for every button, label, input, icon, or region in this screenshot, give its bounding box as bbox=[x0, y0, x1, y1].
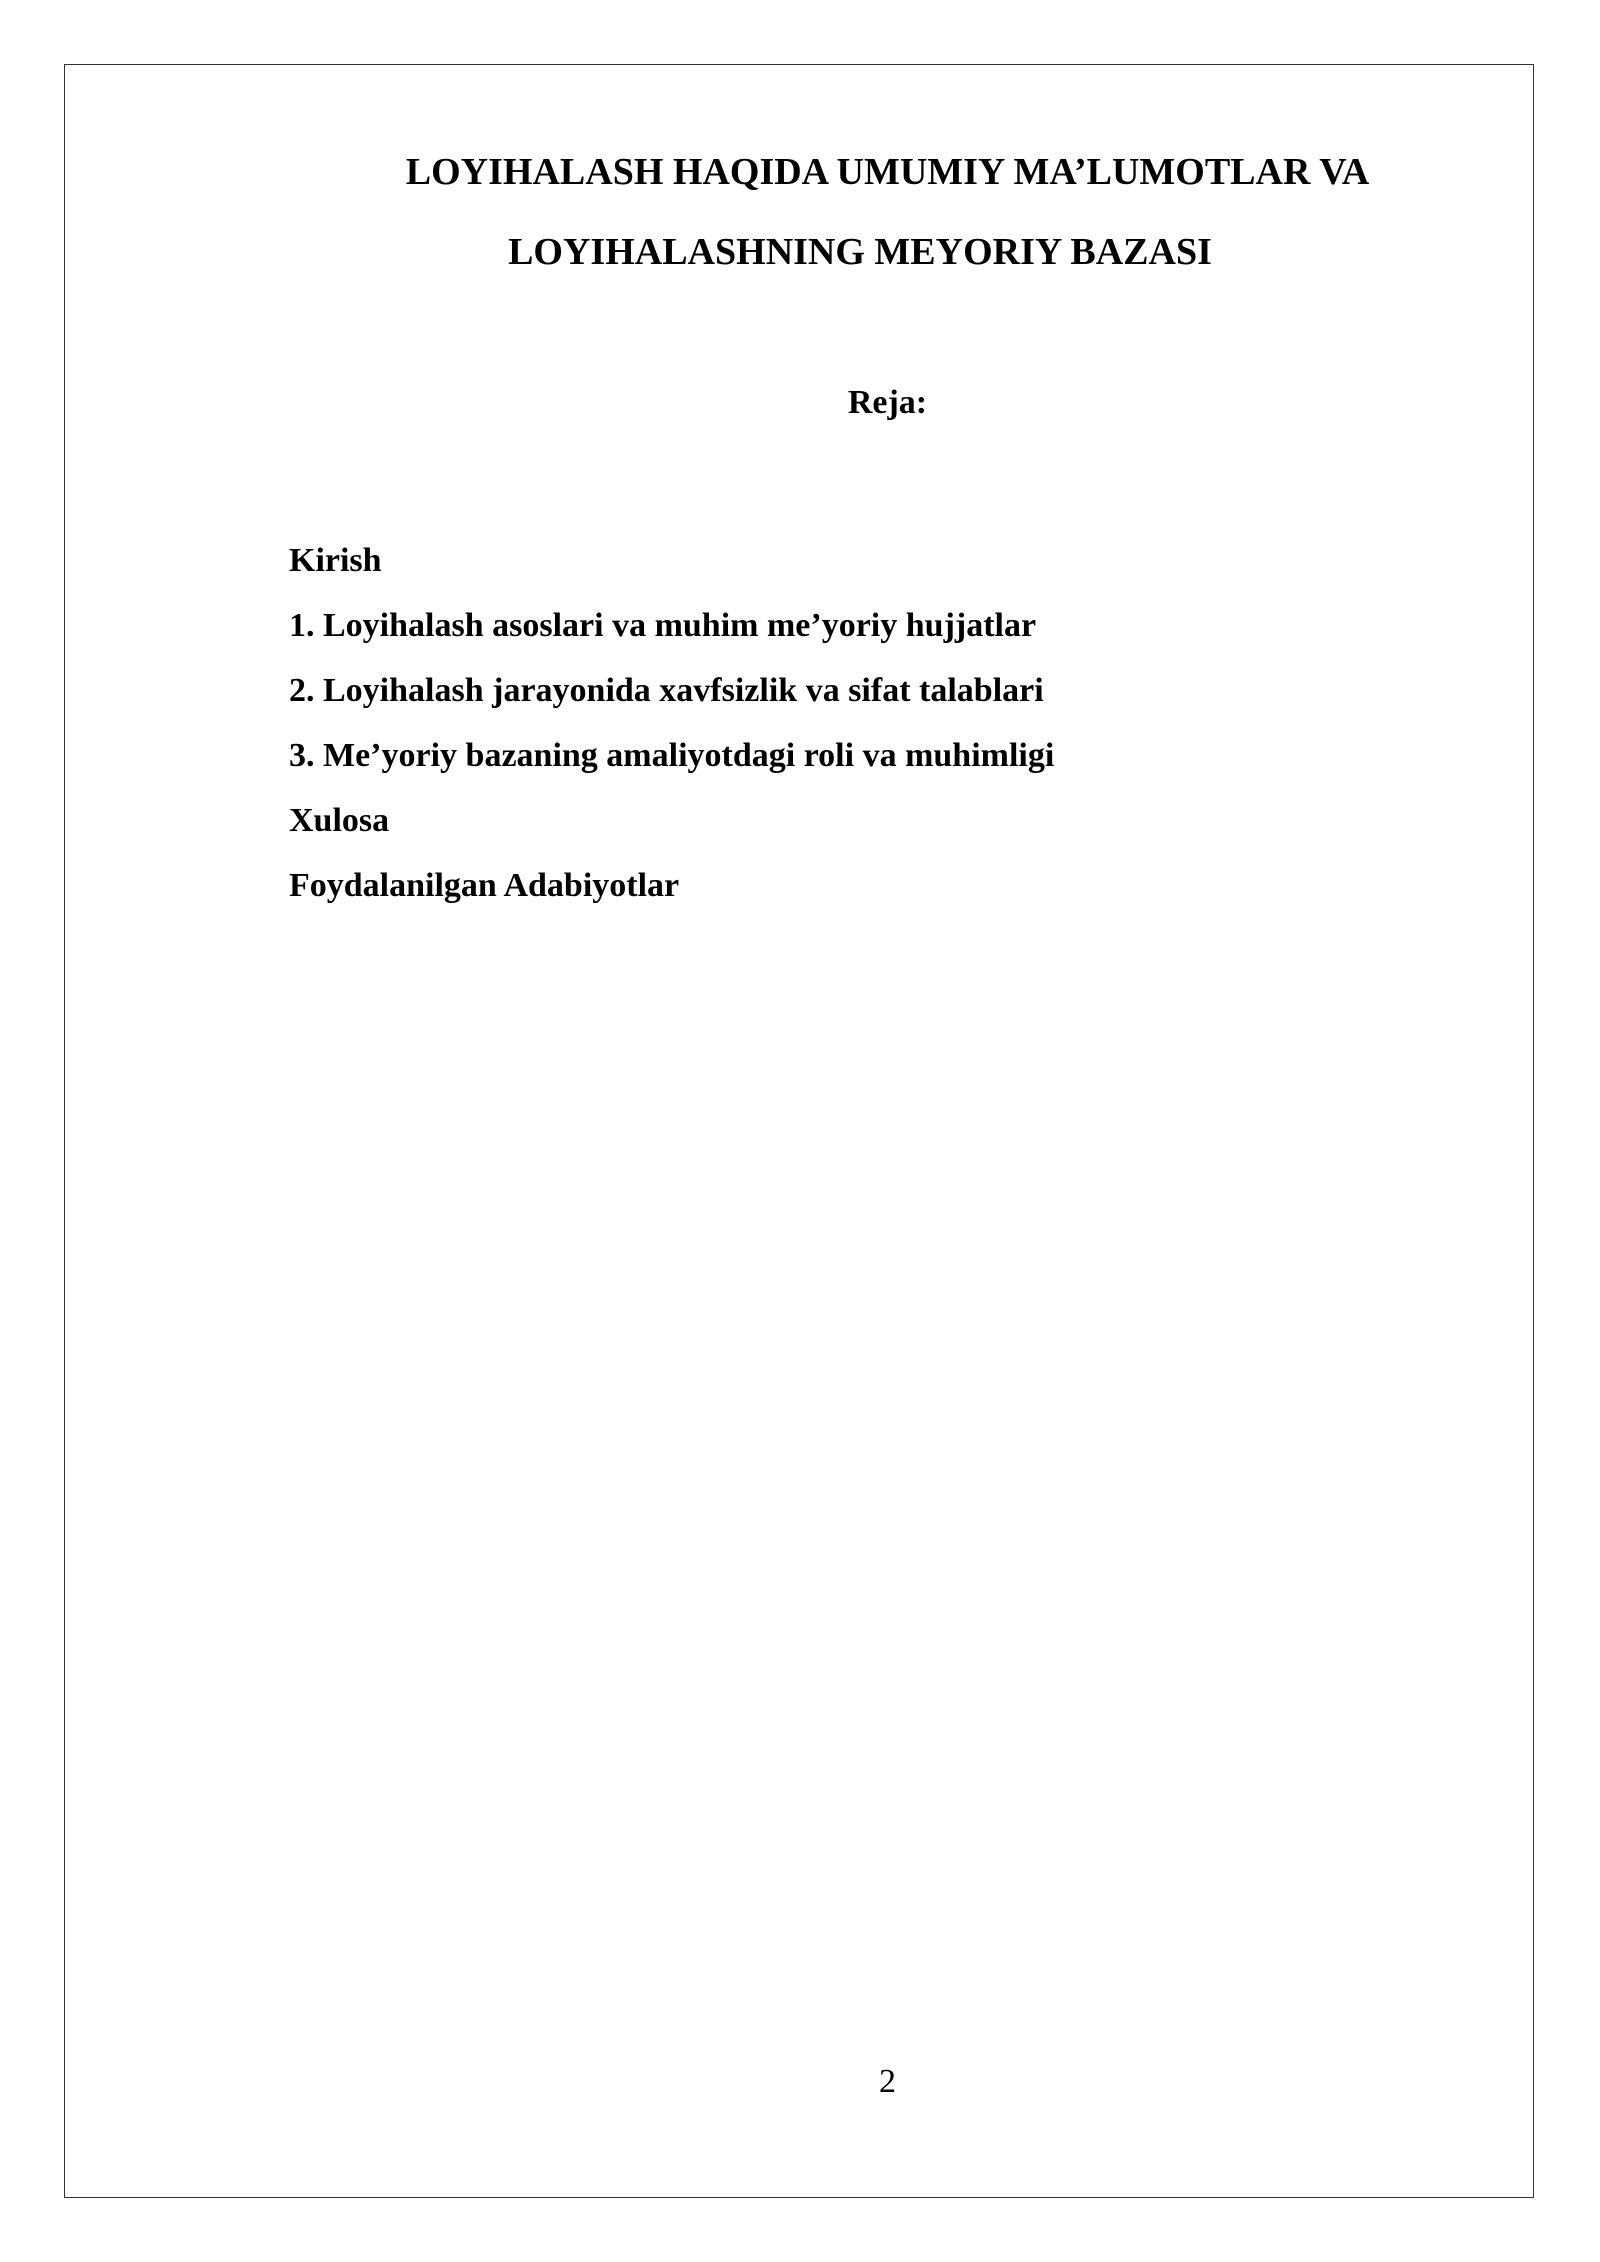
plan-item-section-3: 3. Me’yoriy bazaning amaliyotdagi roli va muhimligi bbox=[289, 737, 1055, 774]
plan-list bbox=[289, 528, 1054, 918]
plan-heading: Reja: bbox=[847, 384, 928, 421]
page-number: 2 bbox=[879, 2063, 896, 2100]
plan-item-section-2: 2. Loyihalash jarayonida xavfsizlik va sifat talablari bbox=[289, 672, 1044, 709]
title-line-2: LOYIHALASHNING MEYORIY BAZASI bbox=[508, 231, 1212, 273]
plan-item-conclusion: Xulosa bbox=[289, 802, 390, 839]
title-line-1: LOYIHALASH HAQIDA UMUMIY MA’LUMOTLAR VA bbox=[405, 151, 1370, 193]
plan-item-introduction: Kirish bbox=[289, 542, 382, 579]
plan-item-section-1: 1. Loyihalash asoslari va muhim me’yoriy hujjatlar bbox=[289, 607, 1037, 644]
plan-item-references: Foydalanilgan Adabiyotlar bbox=[289, 867, 680, 904]
